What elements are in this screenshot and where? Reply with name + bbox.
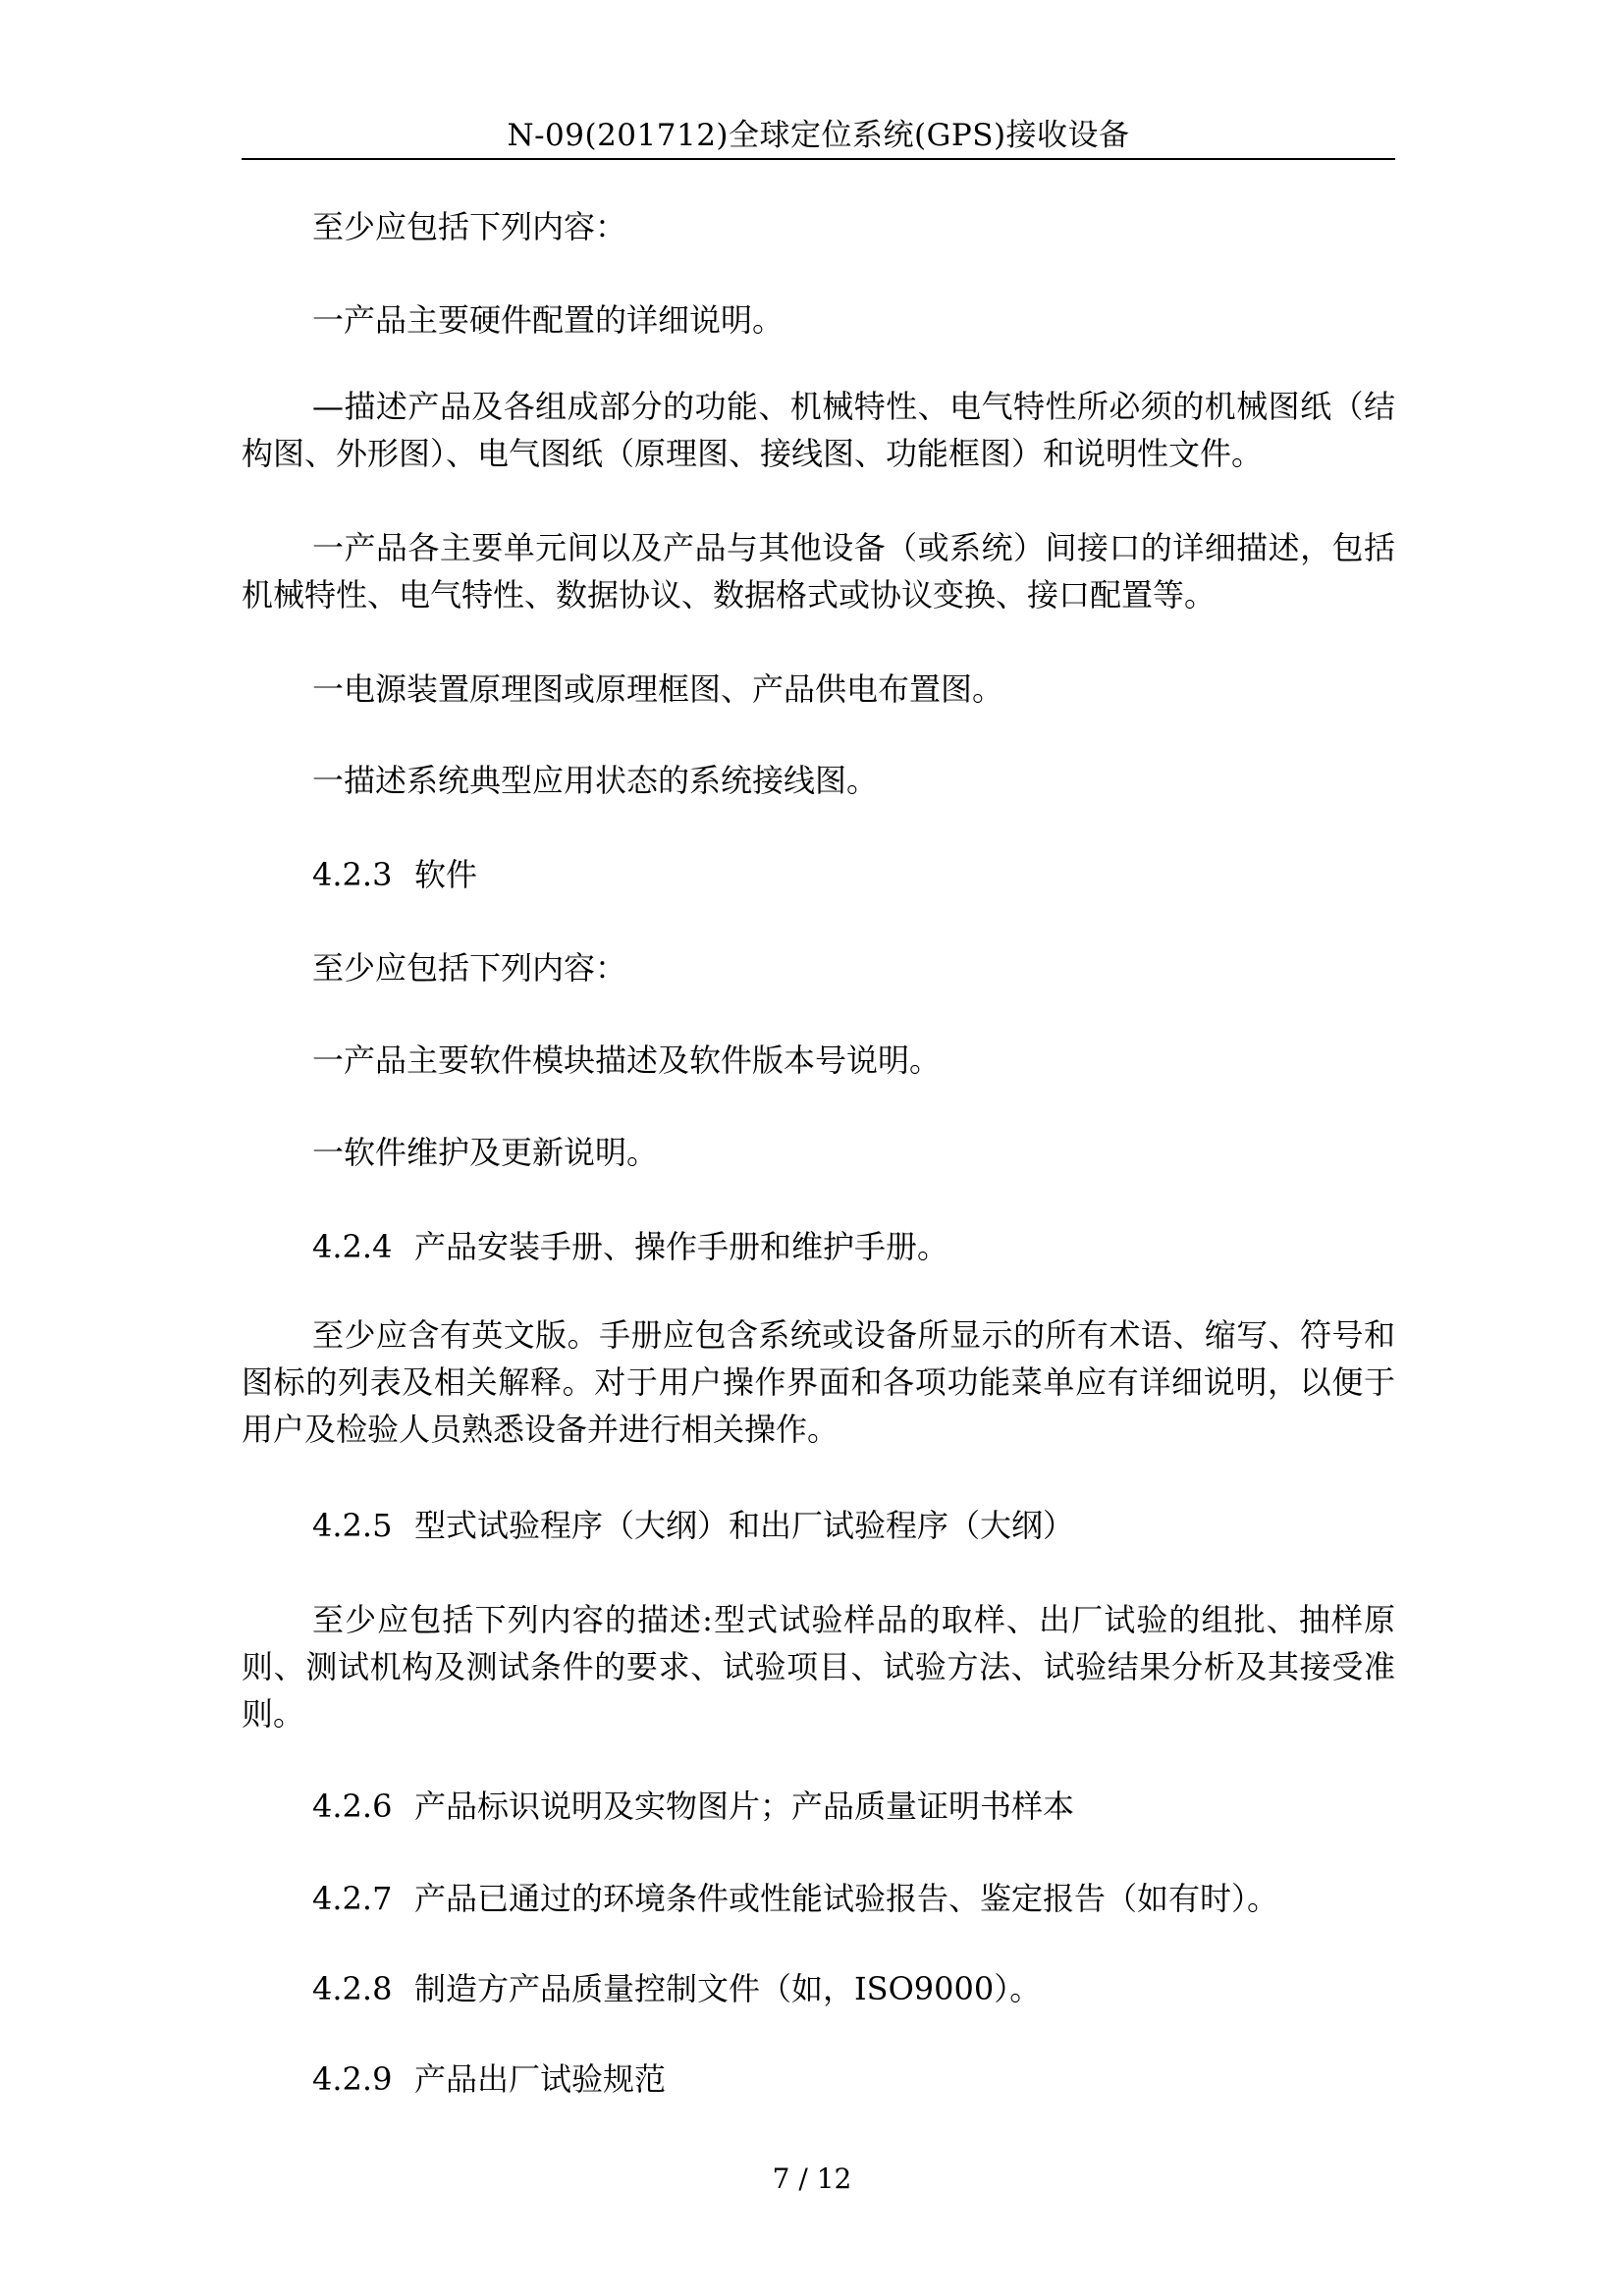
paragraph: 至少应包括下列内容： [312,949,627,987]
section-title: 制造方产品质量控制文件（如，ISO9000）。 [414,1970,1042,2007]
paragraph: 一描述系统典型应用状态的系统接线图。 [312,762,879,799]
paragraph: 至少应包括下列内容的描述:型式试验样品的取样、出厂试验的组批、抽样原则、测试机构及测试条件的要求、试验项目、试验方法、试验结果分析及其接受准则。 [242,1601,1395,1733]
section-title: 产品已通过的环境条件或性能试验报告、鉴定报告（如有时）。 [414,1880,1279,1917]
paragraph: 一软件维护及更新说明。 [312,1134,659,1171]
section-heading [242,1875,1395,1922]
paragraph: 一产品各主要单元间以及产品与其他设备（或系统）间接口的详细描述，包括机械特性、电气特性、数据协议、数据格式或协议变换、接口配置等。 [242,529,1395,614]
section-title: 软件 [414,856,478,893]
section-number: 4.2.7 [312,1880,393,1917]
section-number: 4.2.4 [312,1228,393,1265]
header-divider [242,158,1395,160]
section-heading [242,851,1395,898]
section-number: 4.2.5 [312,1507,393,1544]
section-title: 产品标识说明及实物图片；产品质量证明书样本 [414,1788,1075,1825]
section-heading [242,1223,1395,1270]
paragraph: 至少应含有英文版。手册应包含系统或设备所显示的所有术语、缩写、符号和图标的列表及相关解释。对于用户操作界面和各项功能菜单应有详细说明，以便于用户及检验人员熟悉设备并进行相关操作。 [242,1316,1395,1448]
section-number: 4.2.6 [312,1788,393,1825]
section-heading [242,1502,1395,1549]
section-number: 4.2.9 [312,2060,393,2098]
section-heading [242,1965,1395,2012]
section-title: 产品安装手册、操作手册和维护手册。 [414,1228,949,1265]
section-title: 产品出厂试验规范 [414,2060,667,2098]
section-number: 4.2.8 [312,1970,393,2007]
page-header-title: N-09(201712)全球定位系统(GPS)接收设备 [507,118,1130,153]
paragraph: —描述产品及各组成部分的功能、机械特性、电气特性所必须的机械图纸（结构图、外形图）、电气图纸（原理图、接线图、功能框图）和说明性文件。 [242,388,1395,472]
section-number: 4.2.3 [312,856,393,893]
section-heading [242,2056,1395,2103]
page-number: 7 / 12 [772,2163,852,2195]
paragraph: 一电源装置原理图或原理框图、产品供电布置图。 [312,670,1004,708]
paragraph: 一产品主要软件模块描述及软件版本号说明。 [312,1041,942,1079]
section-title: 型式试验程序（大纲）和出厂试验程序（大纲） [414,1507,1075,1544]
paragraph: 一产品主要硬件配置的详细说明。 [312,301,785,339]
section-heading [242,1783,1395,1830]
paragraph: 至少应包括下列内容： [312,208,627,245]
